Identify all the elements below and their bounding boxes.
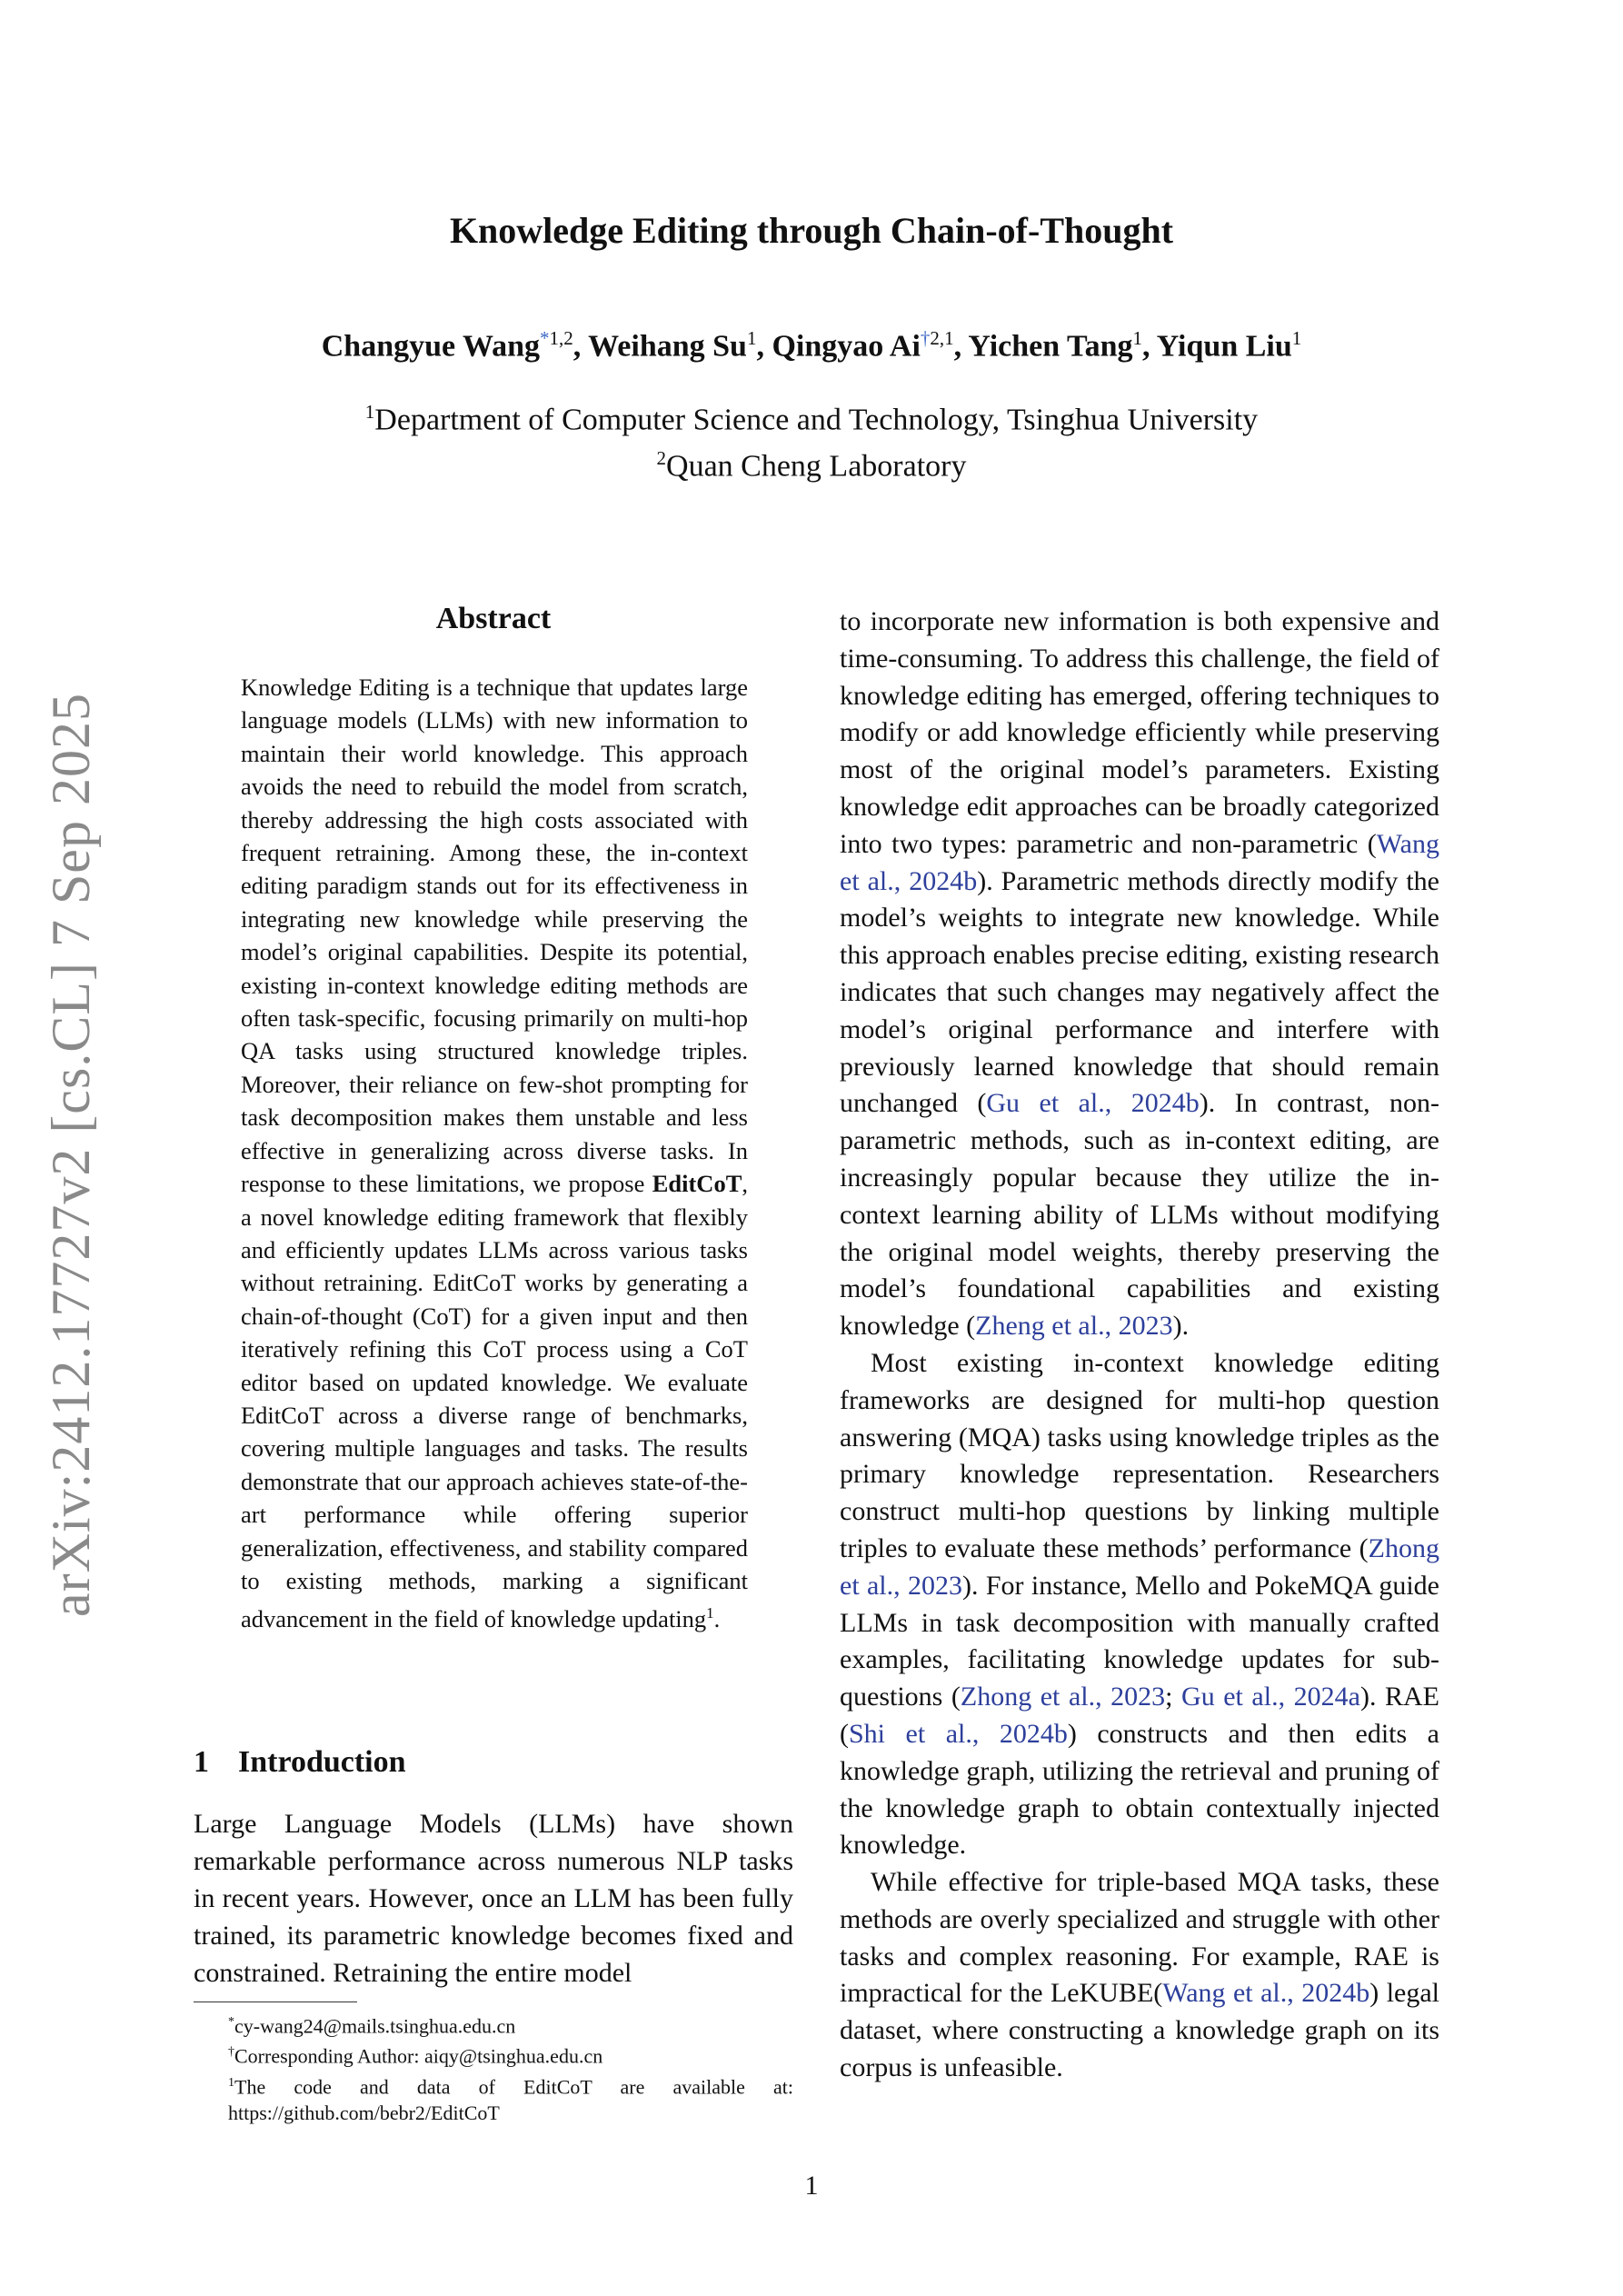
abstract-heading: Abstract [435, 602, 552, 635]
footnote: *cy-wang24@mails.tsinghua.edu.cn [228, 2014, 516, 2038]
citation-link[interactable]: Zhong et al., 2023 [840, 1532, 1439, 1601]
author-name: Weihang Su [588, 329, 747, 364]
author-name: Yichen Tang [968, 329, 1133, 364]
author-affil: 2,1 [930, 327, 954, 349]
author-affil: 1 [1291, 327, 1302, 349]
paragraph: Most existing in-context knowledge editing frameworks are designed for multi-hop question answering (MQA) tasks using knowledge triples as the primary knowledge representation. Researchers construct multi-hop questions by linking multiple triples to evaluate these methods’ performance (Zhong et al., 2023). For instance, Mello and PokeMQA guide LLMs in task decomposition with manually crafted examples, facilitating knowledge updates for sub-questions (Zhong et al., 2023; Gu et al., 2024a). RAE (Shi et al., 2024b) constructs and then edits a knowledge graph, utilizing the retrieval and pruning of the knowledge graph to obtain contextually injected knowledge. [840, 1347, 1439, 1861]
intro-paragraph: Large Language Models (LLMs) have shown remarkable performance across numerous NLP tasks in recent years. However, once an LLM has been fully trained, its parametric knowledge becomes fixed and constrained. Retraining the entire model [194, 1809, 793, 1988]
author-list: Changyue Wang$^{*1,2}$, Weihang Su$^1$, Qingyao Ai$^{\dagger 2,1}$, Yichen Tang$^1$, Yiqun Liu$^1$ [321, 327, 1302, 364]
author-name: Qingyao Ai [772, 329, 921, 364]
citation-link[interactable]: Wang et al., 2024b [840, 828, 1439, 896]
author-mark: † [920, 327, 931, 349]
citation-link[interactable]: Shi et al., 2024b [849, 1718, 1068, 1749]
citation-link[interactable]: Wang et al., 2024b [1162, 1978, 1370, 2009]
affiliation-line: $^2$Quan Cheng Laboratory [656, 447, 967, 484]
footnote-ref: 1 [706, 1604, 714, 1622]
author-affil: 1,2 [549, 327, 573, 349]
citation-link[interactable]: Zhong et al., 2023 [960, 1682, 1166, 1712]
paper-title: Knowledge Editing through Chain-of-Thought [449, 210, 1174, 251]
author-name: Yiqun Liu [1156, 329, 1292, 364]
affiliations [0, 393, 1623, 486]
citation-link[interactable]: Zheng et al., 2023 [975, 1311, 1173, 1342]
page-number: 1 [804, 2171, 819, 2201]
paragraph: to incorporate new information is both expensive and time-consuming. To address this challenge, the field of knowledge editing has emerged, offering techniques to modify or add knowledge efficiently while preserving most of the original model’s parameters. Existing knowledge edit approaches can be broadly categorized into two types: parametric and non-parametric (Wang et al., 2024b). Parametric methods directly modify the model’s weights to integrate new knowledge. While this approach enables precise editing, existing research indicates that such changes may negatively affect the model’s original performance and interfere with previously learned knowledge that should remain unchanged (Gu et al., 2024b). In contrast, non-parametric methods, such as in-context editing, are increasingly popular because they utilize the in-context learning ability of LLMs without modifying the original model weights, thereby preserving the model’s foundational capabilities and existing knowledge (Zheng et al., 2023). [840, 606, 1440, 1342]
author-mark: * [540, 327, 550, 349]
author-name: Changyue Wang [321, 329, 541, 364]
right-column [840, 604, 1439, 2087]
section-heading-introduction: 1 Introduction [194, 1745, 406, 1779]
abstract-body: Knowledge Editing is a technique that updates large language models (LLMs) with new information to maintain their world knowledge. This approach avoids the need to rebuild the model from scratch, thereby addressing the high costs associated with frequent retraining. Among these, the in-context editing paradigm stands out for its effectiveness in integrating new knowledge while preserving the model’s original capabilities. Despite its potential, existing in-context knowledge editing methods are often task-specific, focusing primarily on multi-hop QA tasks using structured knowledge triples. Moreover, their reliance on few-shot prompting for task decomposition makes them unstable and less effective in generalizing across diverse tasks. In response to these limitations, we propose EditCoT, a novel knowledge editing framework that flexibly and efficiently updates LLMs across various tasks without retraining. EditCoT works by generating a chain-of-thought (CoT) for a given input and then iteratively refining this CoT process using a CoT editor based on updated knowledge. We evaluate EditCoT across a diverse range of benchmarks, covering multiple languages and tasks. The results demonstrate that our approach achieves state-of-the-art performance while offering superior generalization, effectiveness, and stability compared to existing methods, marking a significant advancement in the field of knowledge updating$^1$. [241, 674, 748, 1633]
author-affil: 1 [1132, 327, 1143, 349]
arxiv-stamp-text: arXiv:2412.17727v2 [cs.CL] 7 Sep 2025 [40, 692, 101, 1617]
paragraph: While effective for triple-based MQA tasks, these methods are overly specialized and struggle with other tasks and complex reasoning. For example, RAE is impractical for the LeKUBE(Wang et al., 2024b) legal dataset, where constructing a knowledge graph on its corpus is unfeasible. [840, 1867, 1439, 2083]
arxiv-stamp [25, 691, 116, 1618]
citation-link[interactable]: Gu et al., 2024b [986, 1088, 1200, 1119]
affiliation-line: $^1$Department of Computer Science and Technology, Tsinghua University [364, 401, 1259, 437]
footnotes [194, 2009, 793, 2126]
method-name: EditCoT [652, 1170, 742, 1198]
author-affil: 1 [746, 327, 757, 349]
citation-link[interactable]: Gu et al., 2024a [1181, 1682, 1360, 1712]
footnote: †Corresponding Author: aiqy@tsinghua.edu.cn [228, 2044, 603, 2068]
footnote: $^1$The code and data of EditCoT are available at: https://github.com/bebr2/EditCoT [228, 2074, 793, 2124]
